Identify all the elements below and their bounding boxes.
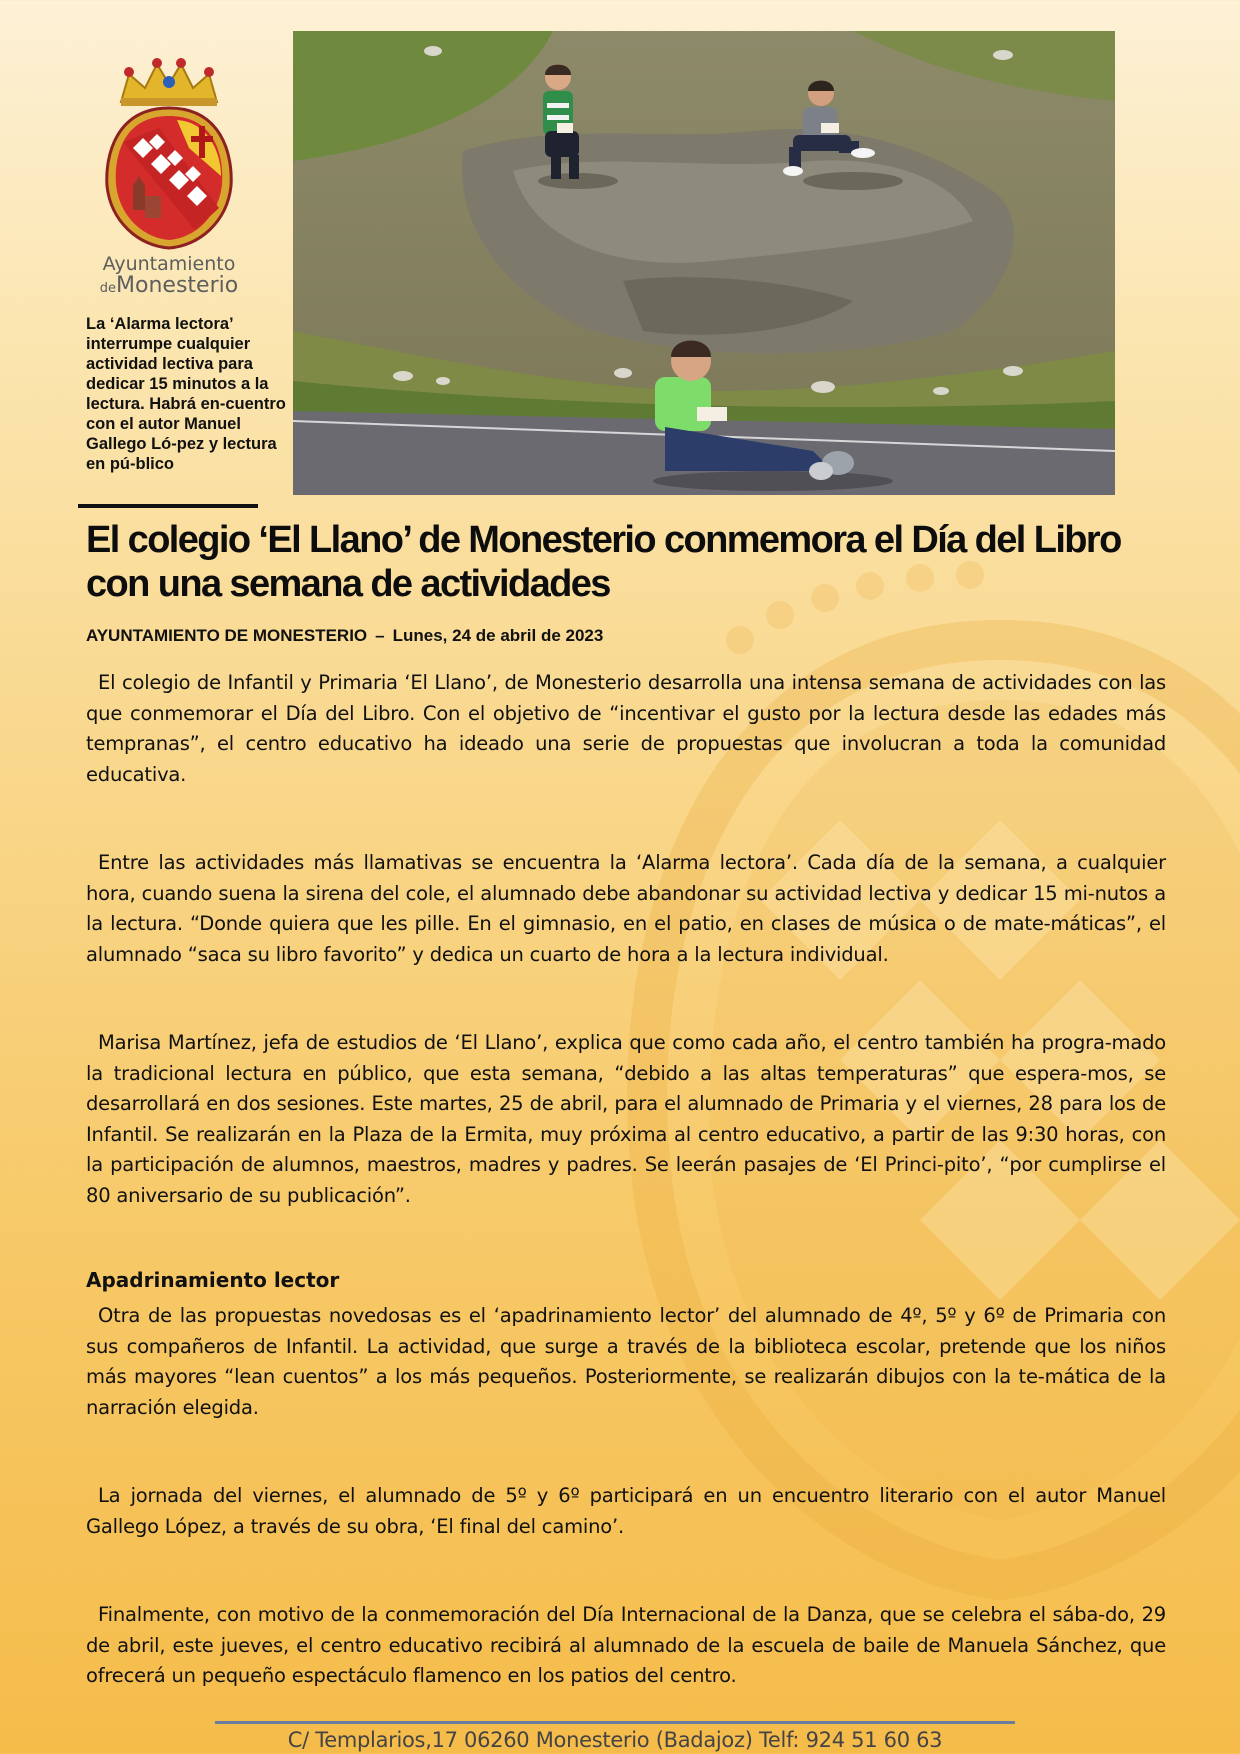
byline-source: AYUNTAMIENTO DE MONESTERIO [86,626,368,645]
body-paragraph-6: Finalmente, con motivo de la conmemoración del Día Internacional de la Danza, que se celebra el sába-do, 29 de abril, este jueves, el centro educativo recibirá al alumnado de la escuela de baile de Manuela Sánchez, que ofrecerá un pequeño espectáculo flamenco en los patios del centro. [86,1603,1166,1687]
body-paragraph-2: Entre las actividades más llamativas se encuentra la ‘Alarma lectora’. Cada día de la semana, a cualquier hora, cuando suena la sirena del cole, el alumnado debe abandonar su actividad lectiva y dedicar 15 mi-nutos a la lectura. “Donde quiera que les pille. En el gimnasio, en el patio, en clases de música o de mate-máticas”, el alumnado “saca su libro favorito” y dedica un cuarto de hora a la lectura individual. [86,851,1166,966]
coat-of-arms-icon [99,58,239,250]
logo-line-2 [86,274,252,297]
section-subheading: Apadrinamiento lector [86,1268,340,1292]
logo-line-2-prefix: de [99,281,117,297]
municipal-logo [86,58,252,308]
caption-rule [78,504,258,508]
byline-separator: – [375,626,385,645]
article-body [86,668,1166,1692]
article-photo [293,31,1115,495]
article-title: El colegio ‘El Llano’ de Monesterio conmemora el Día del Libro con una semana de actividades [86,519,1121,605]
logo-line-2-main: Monesterio [116,273,239,299]
body-paragraph-3: Marisa Martínez, jefa de estudios de ‘El Llano’, explica que como cada año, el centro también ha progra-mado la tradicional lectura en público, que esta semana, “debido a las altas temperaturas” que espera-mos, se desarrollará en dos sesiones. Este martes, 25 de abril, para el alumnado de Primaria y el viernes, 28 para los de Infantil. Se realizarán en la Plaza de la Ermita, muy próxima al centro educativo, a partir de las 9:30 horas, con la participación de alumnos, maestros, madres y padres. Se leerán pasajes de ‘El Princi-pito’, “por cumplirse el 80 aniversario de su publicación”. [86,1031,1166,1207]
body-paragraph-5: La jornada del viernes, el alumnado de 5º y 6º participará en un encuentro literario con el autor Manuel Gallego López, a través de su obra, ‘El final del camino’. [86,1484,1166,1538]
article-byline [86,626,603,646]
body-paragraph-1: El colegio de Infantil y Primaria ‘El Llano’, de Monesterio desarrolla una intensa semana de actividades con las que conmemorar el Día del Libro. Con el objetivo de “incentivar el gusto por la lectura desde las edades más tempranas”, el centro educativo ha ideado una serie de propuestas que involucran a toda la comunidad educativa. [86,671,1166,786]
footer-address: C/ Templarios,17 06260 Monesterio (Badajoz) Telf: 924 51 60 63 [287,1728,943,1752]
logo-line-1: Ayuntamiento [102,253,236,275]
byline-date: Lunes, 24 de abril de 2023 [392,626,604,645]
photo-caption: La ‘Alarma lectora’ interrumpe cualquier actividad lectiva para dedicar 15 minutos a la lectura. Habrá en-cuentro con el autor Manuel Gallego Ló-pez y lectura en pú-blico [86,315,286,473]
body-paragraph-4: Otra de las propuestas novedosas es el ‘apadrinamiento lector’ del alumnado de 4º, 5º y 6º de Primaria con sus compañeros de Infantil. La actividad, que surge a través de la biblioteca escolar, pretende que los niños más mayores “lean cuentos” a los más pequeños. Posteriormente, se realizarán dibujos con la te-mática de la narración elegida. [86,1304,1166,1419]
footer-rule [215,1721,1015,1724]
photo-children-reading [293,31,1115,495]
logo-wordmark [86,254,252,297]
